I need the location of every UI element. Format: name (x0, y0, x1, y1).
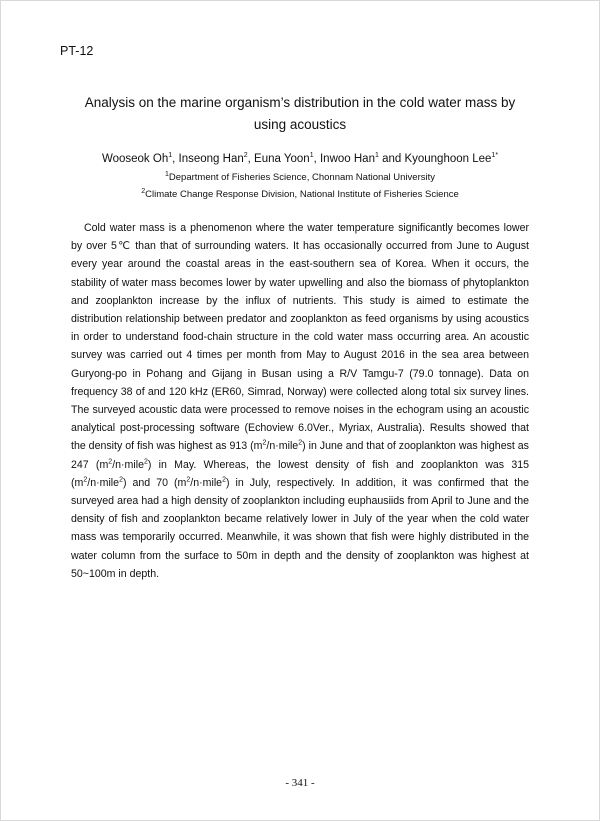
affiliation (60, 171, 540, 185)
author-name: Kyounghoon Lee (404, 153, 492, 165)
superscript: 2 (186, 476, 191, 484)
abstract-text: /n·mile (266, 440, 299, 453)
author-name: Inwoo Han (319, 153, 375, 165)
affiliation-mark: 2 (141, 187, 146, 195)
author-affiliation-mark: 1* (491, 152, 499, 160)
abstract-text: /n·mile (112, 458, 144, 471)
author-name: Inseong Han (178, 153, 244, 165)
paper-code: PT-12 (60, 44, 94, 58)
author-list (60, 150, 540, 168)
abstract-text: Cold water mass is a phenomenon where the water temperature significantly becomes lower by over 5℃ than that of surrounding waters. It has occasionally occurred from June to August every year around the coastal areas in the east-southern sea of Korea. When it occurs, the stability of water mass becomes lower by water upwelling and also the biomass of phytoplankton and zooplankton increase by the influx of nutrients. This study is aimed to estimate the distribution relationship between predator and zooplankton as feed organisms by using acoustics in order to understand food-chain structure in the cold water mass occurring area. An acoustic survey was carried out 4 times per month from May to August 2016 in the sea area between Guryong-po in Pohang and Gijang in Busan using a R/V Tamgu-7 (79.0 tonnage). Data on frequency 38 of and 120 kHz (ER60, Simrad, Norway) were collected along total six survey lines. The surveyed acoustic data were processed to remove noises in the echogram using an acoustic analytical post-processing software (Echoview 6.0Ver., Myriax, Australia). Results showed that the density of fish was highest as 913 (m (71, 222, 529, 453)
superscript: 2 (222, 476, 226, 484)
superscript: 2 (119, 476, 123, 484)
author-affiliation-mark: 1 (374, 152, 379, 160)
author-affiliation-mark: 2 (243, 152, 248, 160)
abstract-text: ) in June and that of zooplankton was highest as 247 (m (71, 440, 529, 471)
author-separator: , (247, 153, 255, 165)
author-separator: , (172, 153, 179, 165)
paper-title: Analysis on the marine organism’s distribution in the cold water mass by using acoustics (84, 95, 516, 132)
abstract-text: /n·mile (87, 476, 120, 489)
affiliation (60, 188, 540, 202)
author-separator: , (313, 153, 320, 165)
affiliation-mark: 1 (164, 170, 169, 178)
author-name: Wooseok Oh (101, 153, 169, 165)
abstract-text: ) in May. Whereas, the lowest density of fish and zooplankton was 315 (m (71, 458, 529, 489)
abstract-text: ) and 70 (m (122, 476, 187, 489)
author-affiliation-mark: 1 (309, 152, 314, 160)
superscript: 2 (143, 458, 148, 466)
abstract-text: /n·mile (190, 476, 223, 489)
superscript: 2 (262, 439, 267, 447)
abstract-body (71, 219, 529, 583)
superscript: 2 (108, 458, 113, 466)
affiliation-text: Climate Change Response Division, National Institute of Fisheries Science (145, 189, 459, 200)
abstract-text: ) in July, respectively. In addition, it was confirmed that the surveyed area had a high density of zooplankton including euphausiids from April to June and the density of fish and zooplankton became relatively lower in July of the year when the cold water mass was temporarily occurred. Meanwhile, it was shown that fish were highly distributed in the water column from the surface to 50m in depth and the density of zooplankton was highest at 50~100m in depth. (71, 476, 529, 580)
affiliation-text: Department of Fisheries Science, Chonnam National University (168, 172, 436, 183)
author-separator: and (378, 153, 405, 165)
superscript: 2 (298, 439, 303, 447)
author-name: Euna Yoon (254, 153, 310, 165)
author-affiliation-mark: 1 (168, 152, 173, 160)
superscript: 2 (83, 476, 88, 484)
page-number: - 341 - (285, 777, 315, 789)
